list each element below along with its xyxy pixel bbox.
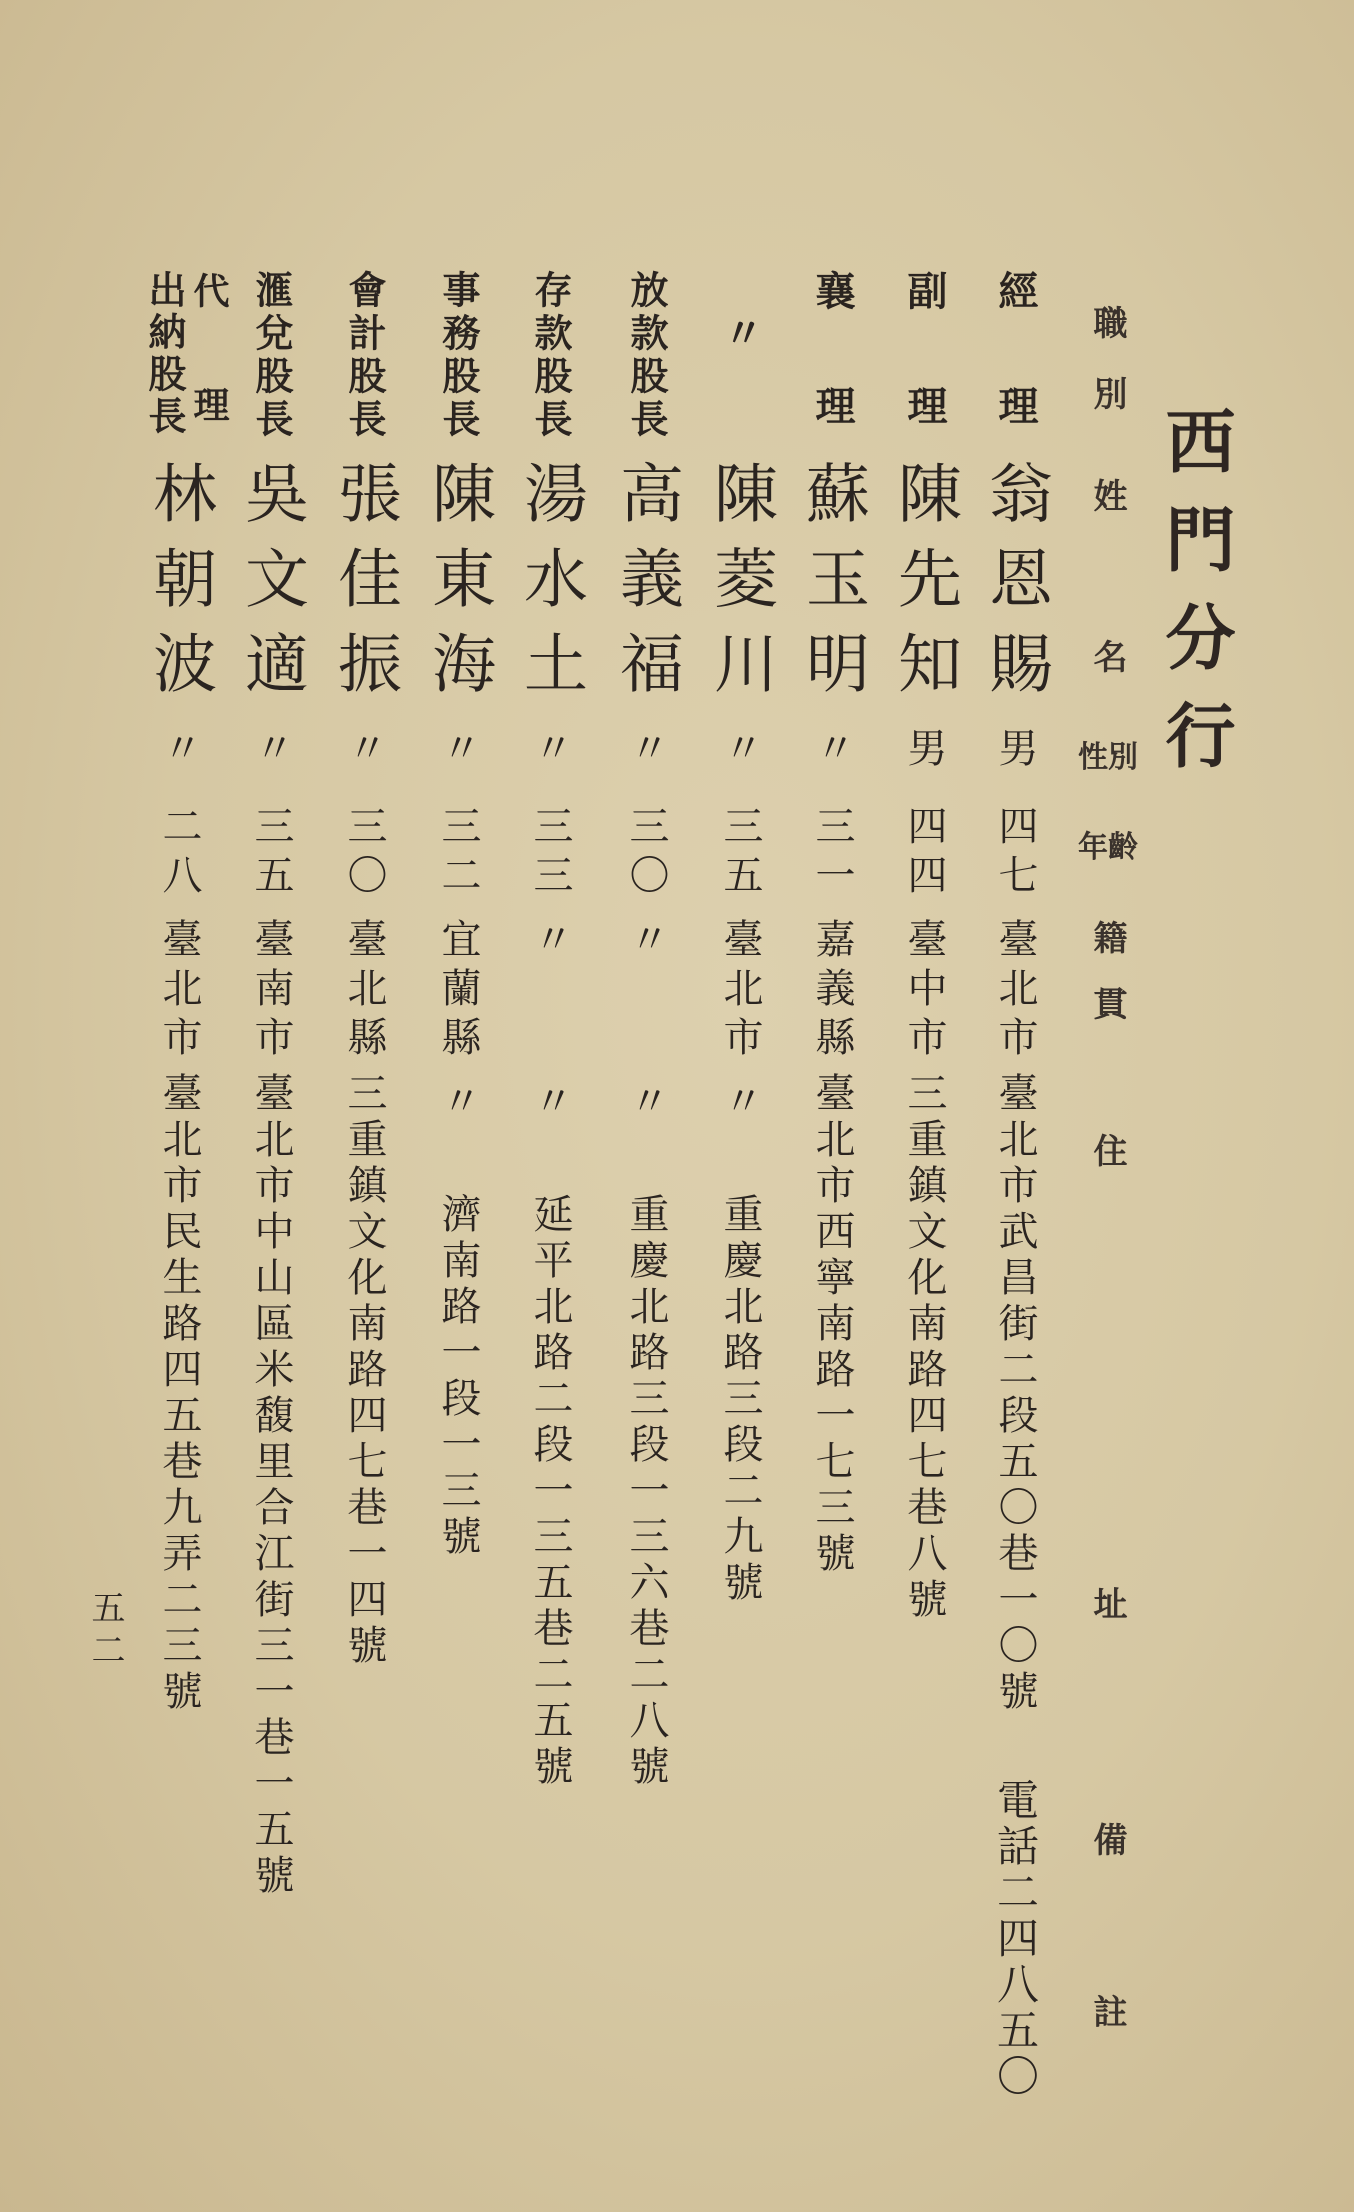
age: 三二: [435, 805, 481, 903]
header-name: 姓名: [1087, 478, 1127, 673]
position: 會計股長: [342, 270, 387, 442]
sex: 男: [992, 727, 1038, 767]
name: 高義福: [609, 460, 683, 715]
table-row: [139, 0, 230, 2212]
sex: 男: [901, 727, 947, 767]
age: 三五: [248, 805, 294, 903]
name: 湯水土: [513, 460, 587, 715]
remarks: 電話二四八五〇: [991, 1778, 1040, 2100]
age: 二八: [156, 805, 202, 903]
native: 臺中市: [901, 918, 947, 1065]
address: 濟南路一段一三號: [435, 1193, 481, 1561]
address: 臺北市民生路四五巷九弄二三號: [156, 1072, 202, 1716]
sex: 〃: [527, 727, 573, 767]
header-sex: 性別: [1078, 740, 1138, 775]
sex: 〃: [717, 727, 763, 767]
page-title: 西門分行: [1154, 405, 1237, 797]
position: 存款股長: [528, 270, 573, 442]
table-row: [231, 0, 311, 2212]
name: 陳菱川: [703, 460, 777, 715]
age: 三三: [527, 805, 573, 903]
address: 臺北市武昌街二段五〇巷一〇號: [992, 1072, 1038, 1716]
native: 臺北市: [992, 918, 1038, 1065]
position: 襄理: [809, 270, 856, 425]
native: 臺北市: [717, 918, 763, 1065]
sex: 〃: [623, 727, 669, 767]
address-ditto: 〃: [527, 1080, 573, 1120]
table-row: [418, 0, 498, 2212]
native: 臺南市: [248, 918, 294, 1065]
position: 滙兌股長: [249, 270, 294, 442]
native: 〃: [527, 918, 573, 967]
page-number: 五二: [85, 1590, 125, 1674]
name: 林朝波: [142, 460, 216, 715]
name: 翁恩賜: [978, 460, 1052, 715]
address: 延平北路二段一三五巷二五號: [527, 1193, 573, 1791]
position: 事務股長: [436, 270, 481, 442]
native: 臺北市: [156, 918, 202, 1065]
position-line: 出納股長: [142, 270, 187, 438]
position: 副理: [901, 270, 948, 425]
table-row: [606, 0, 686, 2212]
address-ditto: 〃: [623, 1080, 669, 1120]
native: 臺北縣: [341, 918, 387, 1065]
age: 三五: [717, 805, 763, 903]
table-row: [510, 0, 590, 2212]
age: 四七: [992, 805, 1038, 903]
age: 四四: [901, 805, 947, 903]
table-row: [884, 0, 964, 2212]
age: 三〇: [623, 805, 669, 903]
address: 三重鎮文化南路四七巷一四號: [341, 1072, 387, 1670]
address: 臺北市西寧南路一七三號: [809, 1072, 855, 1578]
name: 吳文適: [234, 460, 308, 715]
name: 蘇玉明: [795, 460, 869, 715]
header-address: 住址: [1087, 1133, 1127, 1620]
sex: 〃: [248, 727, 294, 767]
name: 張佳振: [327, 460, 401, 715]
position: 〃: [717, 312, 764, 352]
position: 放款股長: [624, 270, 669, 442]
table-row: [700, 0, 780, 2212]
address: 重慶北路三段一三六巷二八號: [623, 1193, 669, 1791]
header-remarks: 備註: [1087, 1822, 1127, 2028]
sex: 〃: [809, 727, 855, 767]
sex: 〃: [156, 727, 202, 767]
name: 陳東海: [421, 460, 495, 715]
name: 陳先知: [887, 460, 961, 715]
native: 〃: [623, 918, 669, 967]
table-row: [975, 0, 1055, 2212]
address-ditto: 〃: [435, 1080, 481, 1120]
address: 臺北市中山區米馥里合江街三一巷一五號: [248, 1072, 294, 1900]
sex: 〃: [435, 727, 481, 767]
position-line: 代理: [188, 272, 230, 422]
header-age: 年齡: [1078, 830, 1138, 865]
header-position: 職別: [1087, 305, 1127, 410]
table-row: [792, 0, 872, 2212]
position: 經理: [992, 270, 1039, 425]
address: 重慶北路三段二九號: [717, 1193, 763, 1607]
address: 三重鎮文化南路四七巷八號: [901, 1072, 947, 1624]
age: 三一: [809, 805, 855, 903]
address-ditto: 〃: [717, 1080, 763, 1120]
native: 嘉義縣: [809, 918, 855, 1065]
native: 宜蘭縣: [435, 918, 481, 1065]
table-row: [324, 0, 404, 2212]
age: 三〇: [341, 805, 387, 903]
sex: 〃: [341, 727, 387, 767]
header-native: 籍貫: [1087, 920, 1127, 1020]
